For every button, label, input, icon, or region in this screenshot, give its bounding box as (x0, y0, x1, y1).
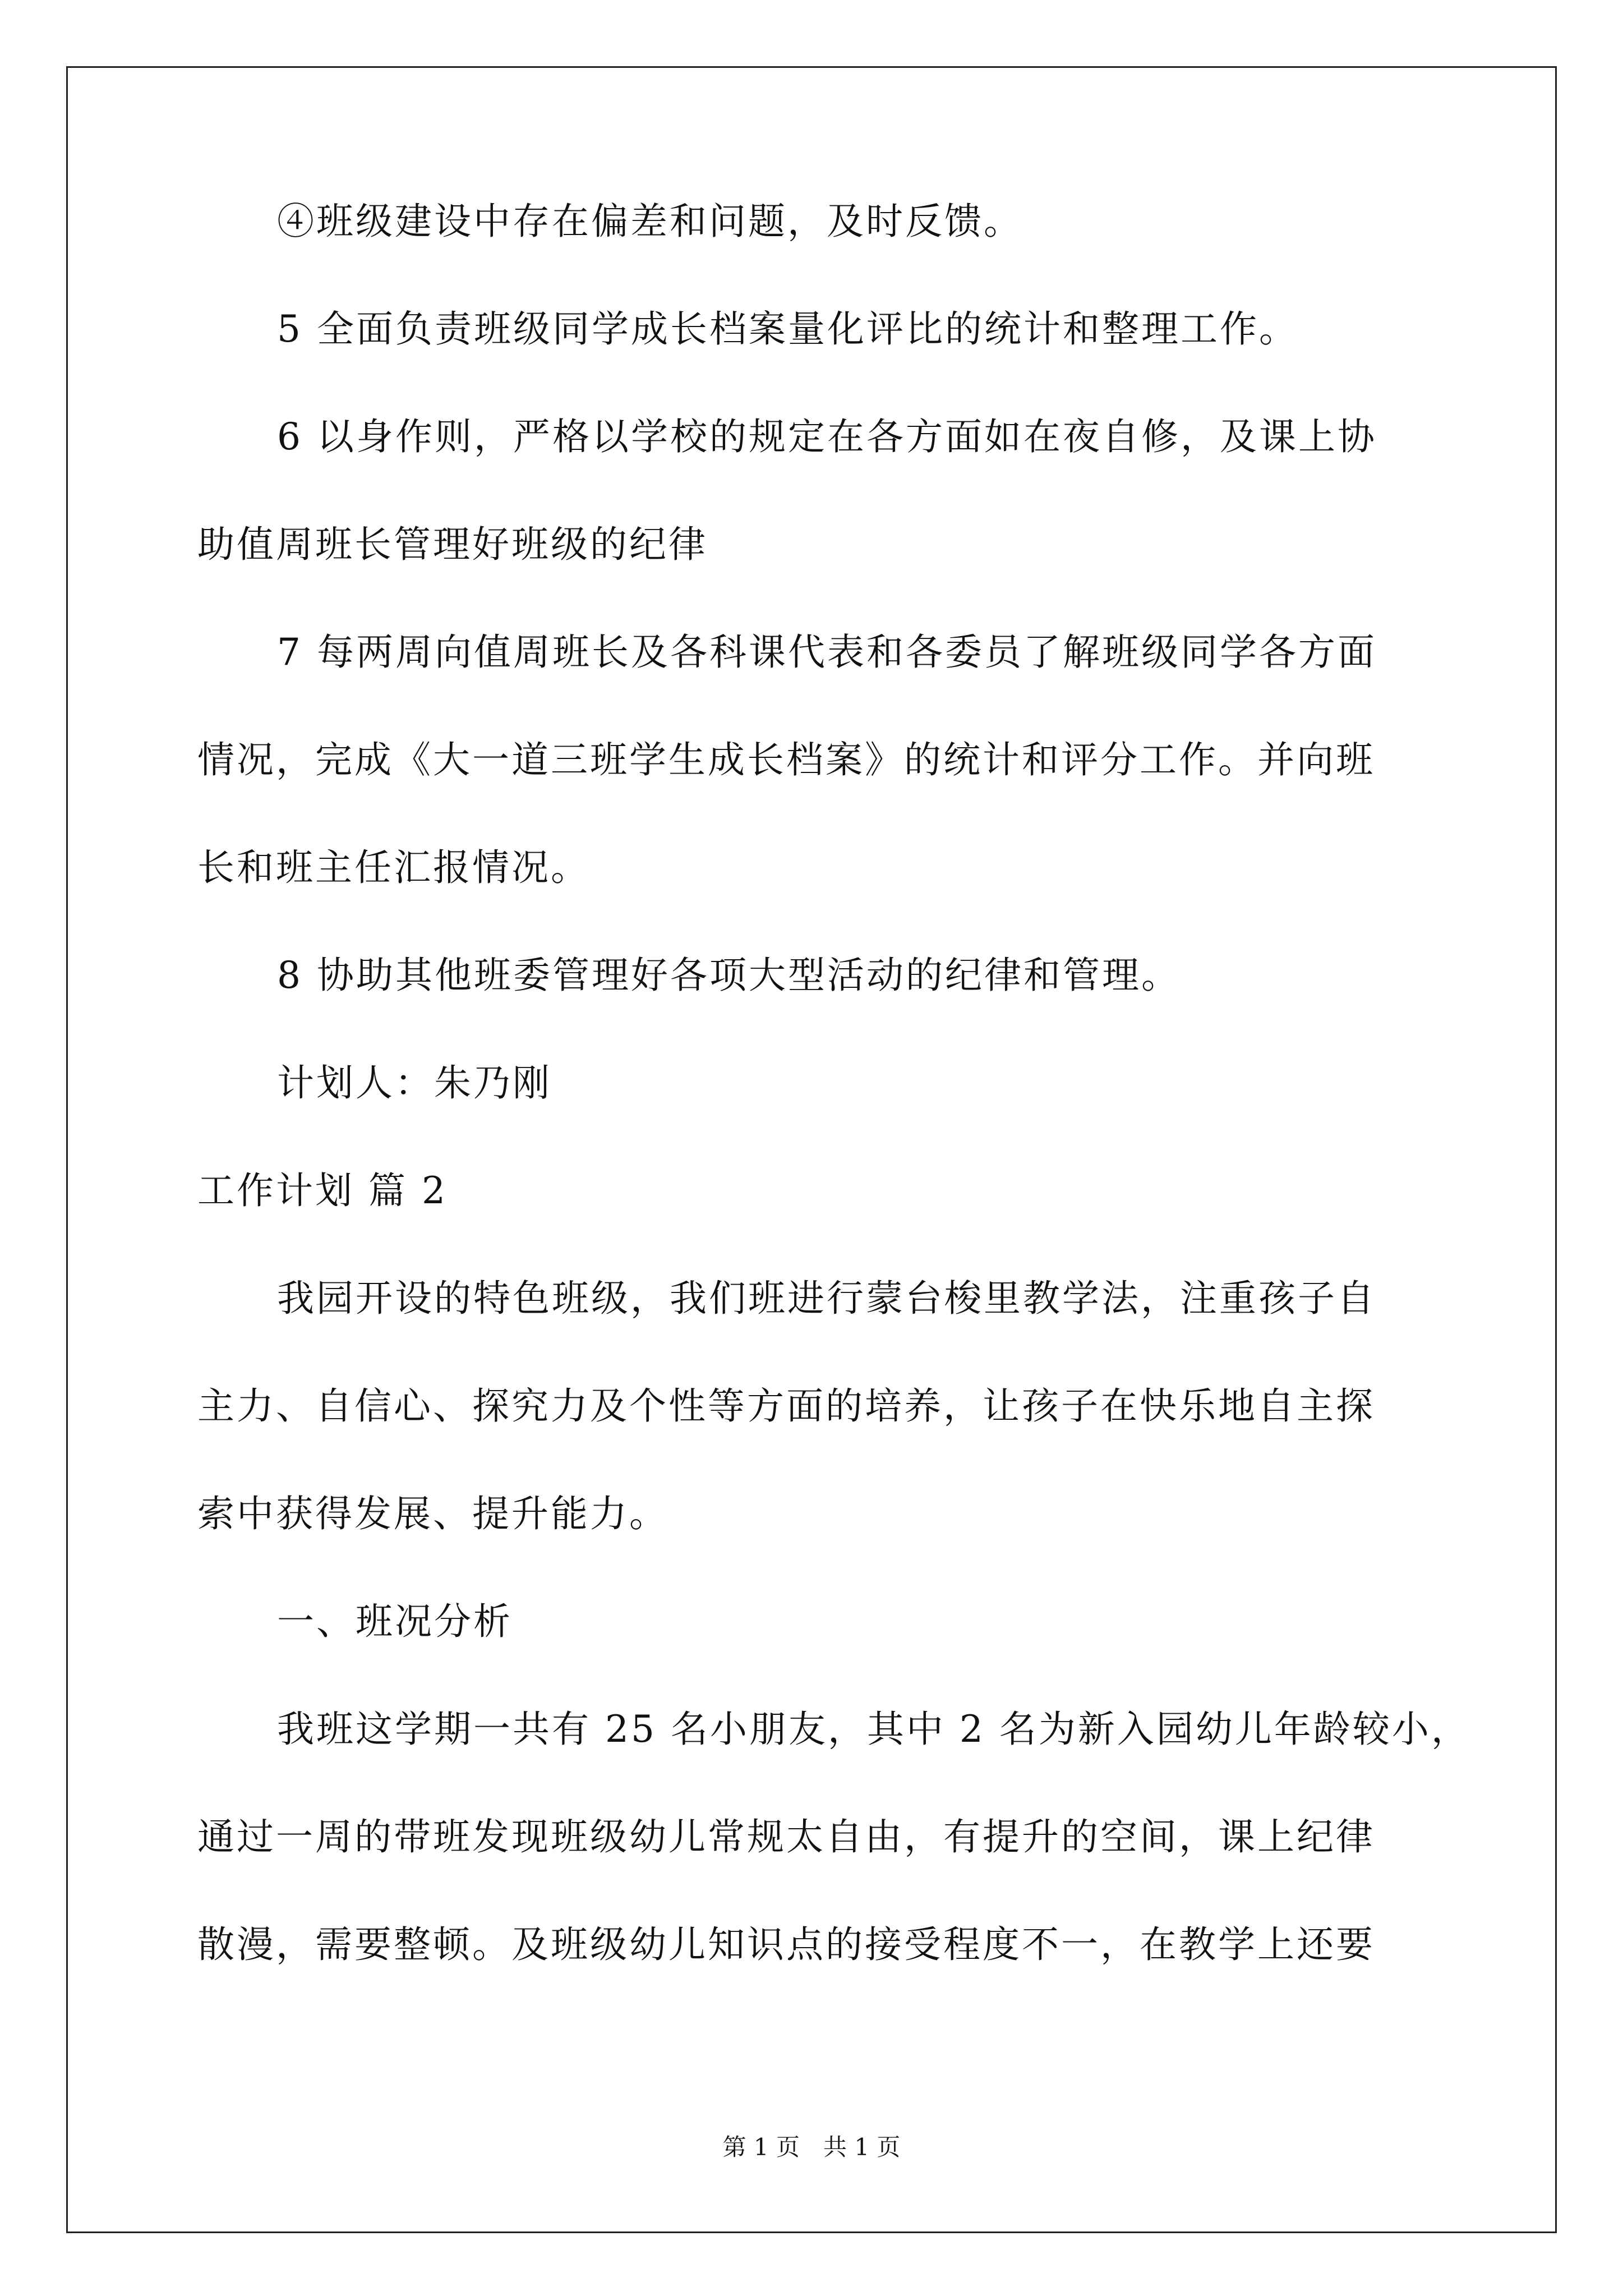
paragraph-line: 我园开设的特色班级，我们班进行蒙台梭里教学法，注重孩子自 (277, 1277, 1376, 1320)
paragraph-line: 7 每两周向值周班长及各科课代表和各委员了解班级同学各方面 (277, 631, 1377, 674)
signature-line: 计划人：朱乃刚 (277, 1061, 552, 1105)
paragraph-line: 主力、自信心、探究力及个性等方面的培养，让孩子在快乐地自主探 (197, 1384, 1375, 1428)
paragraph-line: 8 协助其他班委管理好各项大型活动的纪律和管理。 (277, 954, 1181, 997)
paragraph-line: 情况，完成《大一道三班学生成长档案》的统计和评分工作。并向班 (197, 738, 1375, 781)
paragraph-line: 我班这学期一共有 25 名小朋友，其中 2 名为新入园幼儿年龄较小， (277, 1708, 1470, 1751)
page-number-footer: 第 1 页 共 1 页 (722, 2133, 901, 2161)
paragraph-line: 索中获得发展、提升能力。 (197, 1492, 668, 1535)
paragraph-line: ④班级建设中存在偏差和问题，及时反馈。 (277, 200, 1023, 243)
paragraph-line: 长和班主任汇报情况。 (197, 846, 590, 889)
paragraph-line: 通过一周的带班发现班级幼儿常规太自由，有提升的空间，课上纪律 (197, 1815, 1375, 1858)
section-heading: 工作计划 篇 2 (197, 1169, 448, 1212)
paragraph-line: 5 全面负责班级同学成长档案量化评比的统计和整理工作。 (277, 307, 1298, 351)
paragraph-line: 助值周班长管理好班级的纪律 (197, 523, 708, 566)
paragraph-line: 6 以身作则，严格以学校的规定在各方面如在夜自修，及课上协 (277, 415, 1377, 458)
subsection-heading: 一、班况分析 (277, 1600, 513, 1643)
paragraph-line: 散漫，需要整顿。及班级幼儿知识点的接受程度不一，在教学上还要 (197, 1923, 1375, 1966)
page-border (66, 66, 1557, 2233)
